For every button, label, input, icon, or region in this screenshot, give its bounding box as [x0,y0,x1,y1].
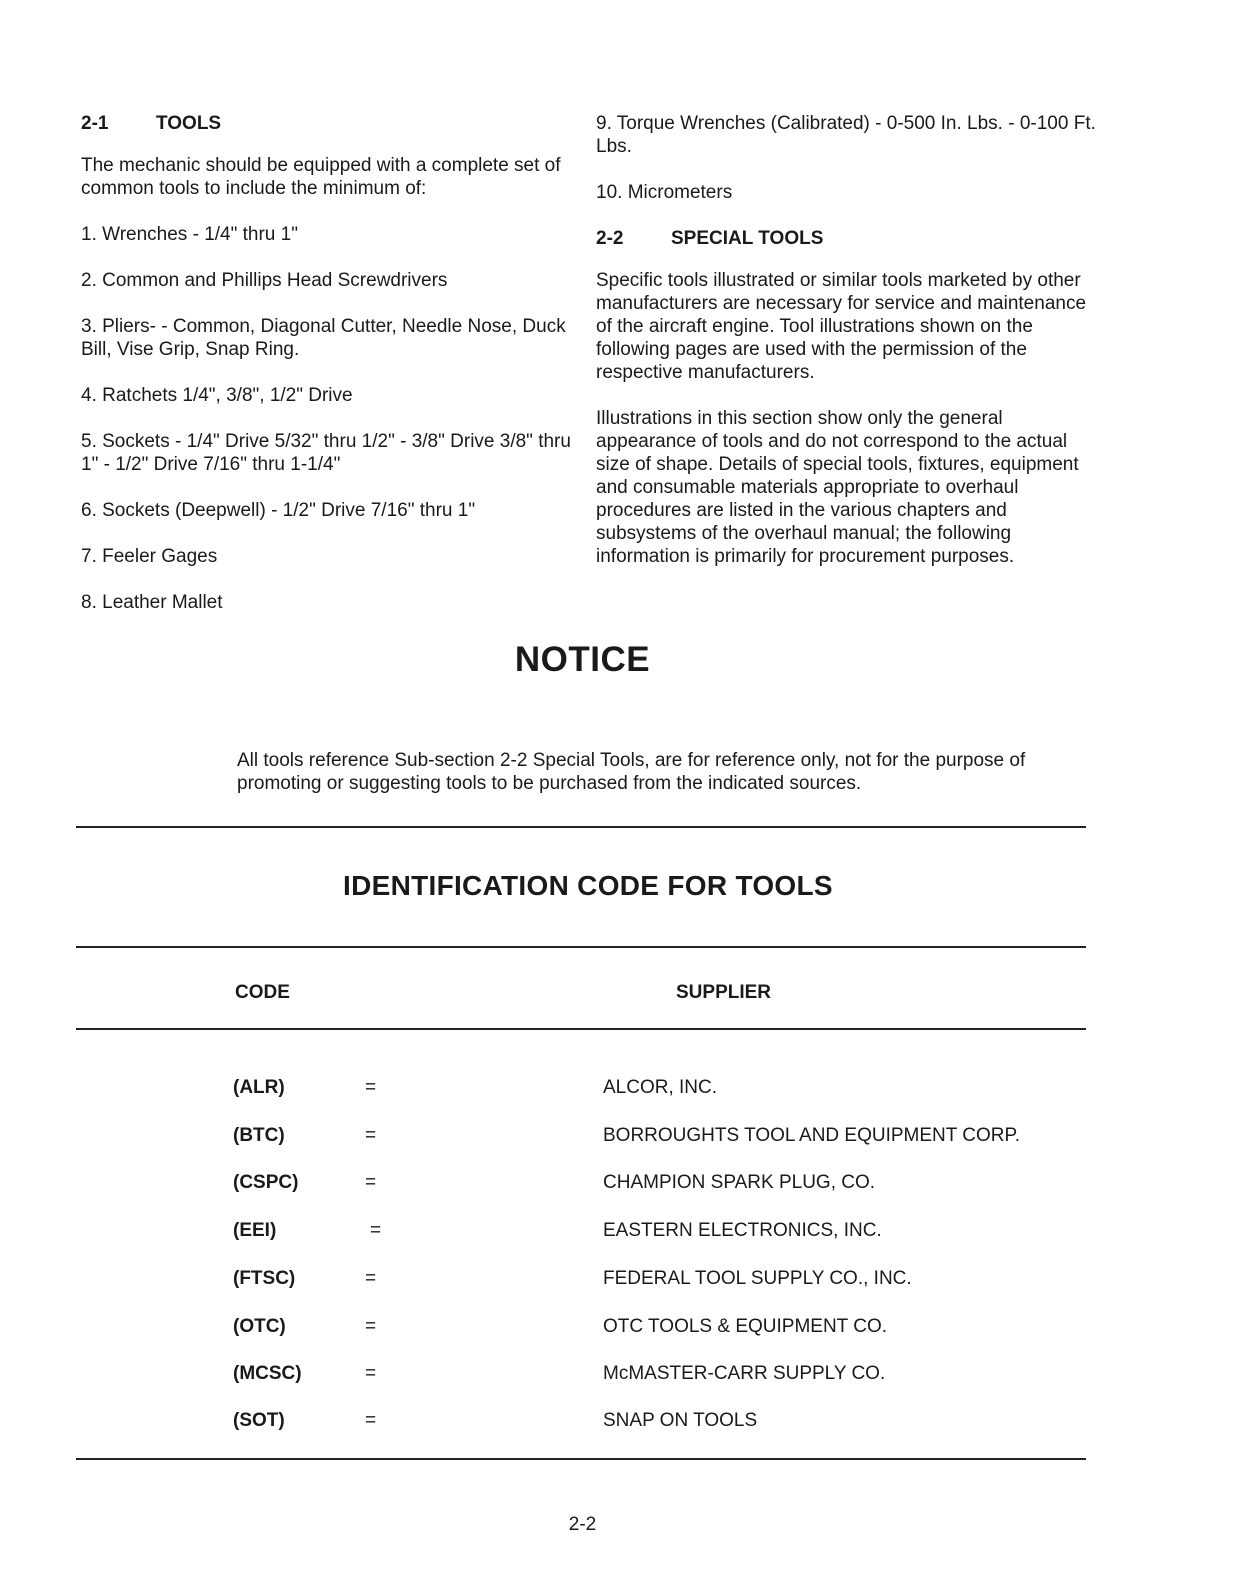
section-2-1 [81,112,571,614]
equals-cell: = [365,1410,377,1431]
tool-item: 2. Common and Phillips Head Screwdrivers [81,270,448,291]
section-number: 2-2 [596,228,624,249]
code-cell: (CSPC) [233,1172,299,1193]
id-code-title: IDENTIFICATION CODE FOR TOOLS [343,870,833,901]
supplier-cell: CHAMPION SPARK PLUG, CO. [603,1172,876,1193]
column-header-code: CODE [235,982,290,1003]
code-cell: (FTSC) [233,1268,296,1289]
table-row [0,1316,1241,1346]
notice-title: NOTICE [514,640,651,679]
supplier-cell: BORROUGHTS TOOL AND EQUIPMENT CORP. [603,1125,1021,1146]
table-row [0,1125,1241,1155]
section-2-1-intro: The mechanic should be equipped with a complete set of common tools to include the minimum of: [81,155,561,199]
table-row [0,1172,1241,1202]
section-2-1-heading [81,112,571,135]
table-row [0,1268,1241,1298]
code-cell: (ALR) [233,1077,285,1098]
table-row [0,1077,1241,1107]
code-cell: (EEI) [233,1220,277,1241]
code-cell: (SOT) [233,1410,285,1431]
equals-cell: = [365,1125,377,1146]
section-2-2-heading [596,227,1096,250]
table-row [0,1410,1241,1440]
divider [76,1458,1086,1460]
code-cell: (BTC) [233,1125,285,1146]
code-cell: (MCSC) [233,1363,302,1384]
tool-item: 4. Ratchets 1/4", 3/8", 1/2" Drive [81,385,353,406]
tool-item: 1. Wrenches - 1/4" thru 1" [81,224,298,245]
supplier-cell: McMASTER-CARR SUPPLY CO. [603,1363,886,1384]
tool-item: 3. Pliers- - Common, Diagonal Cutter, Needle Nose, Duck Bill, Vise Grip, Snap Ring. [81,316,566,360]
table-row [0,1363,1241,1393]
section-number: 2-1 [81,113,109,134]
supplier-cell: OTC TOOLS & EQUIPMENT CO. [603,1316,887,1337]
table-row [0,1220,1241,1250]
equals-cell: = [365,1172,377,1193]
divider [76,826,1086,828]
section-title: TOOLS [156,113,222,134]
page-number: 2-2 [568,1514,597,1535]
supplier-cell: EASTERN ELECTRONICS, INC. [603,1220,882,1241]
right-column [596,112,1096,591]
supplier-cell: ALCOR, INC. [603,1077,718,1098]
equals-cell: = [365,1316,377,1337]
tool-item: 5. Sockets - 1/4" Drive 5/32" thru 1/2" - 3/8" Drive 3/8" thru 1" - 1/2" Drive 7/16" thru 1-1/4" [81,431,571,475]
divider [76,1028,1086,1030]
equals-cell: = [365,1077,377,1098]
equals-cell: = [365,1363,377,1384]
tool-item: 9. Torque Wrenches (Calibrated) - 0-500 In. Lbs. - 0-100 Ft. Lbs. [596,113,1096,157]
tool-item: 8. Leather Mallet [81,592,223,613]
section-2-2-paragraph: Illustrations in this section show only the general appearance of tools and do not correspond to the actual size of shape. Details of special tools, fixtures, equipment and consumable materials appropriate to overhaul procedures are listed in the various chapters and subsystems of the overhaul manual; the following information is primarily for procurement purposes. [596,408,1079,567]
equals-cell: = [370,1220,382,1241]
tool-item: 7. Feeler Gages [81,546,218,567]
code-cell: (OTC) [233,1316,286,1337]
section-title: SPECIAL TOOLS [671,228,824,249]
column-header-supplier: SUPPLIER [676,982,772,1003]
notice-text: All tools reference Sub-section 2-2 Special Tools, are for reference only, not for the purpose of promoting or suggesting tools to be purchased from the indicated sources. [237,750,1026,794]
section-2-2-paragraph: Specific tools illustrated or similar tools marketed by other manufacturers are necessary for service and maintenance of the aircraft engine. Tool illustrations shown on the following pages are used with the permission of the respective manufacturers. [596,270,1087,383]
equals-cell: = [365,1268,377,1289]
supplier-cell: SNAP ON TOOLS [603,1410,758,1431]
divider [76,946,1086,948]
tool-item: 10. Micrometers [596,182,733,203]
supplier-cell: FEDERAL TOOL SUPPLY CO., INC. [603,1268,912,1289]
tool-item: 6. Sockets (Deepwell) - 1/2" Drive 7/16" thru 1" [81,500,476,521]
